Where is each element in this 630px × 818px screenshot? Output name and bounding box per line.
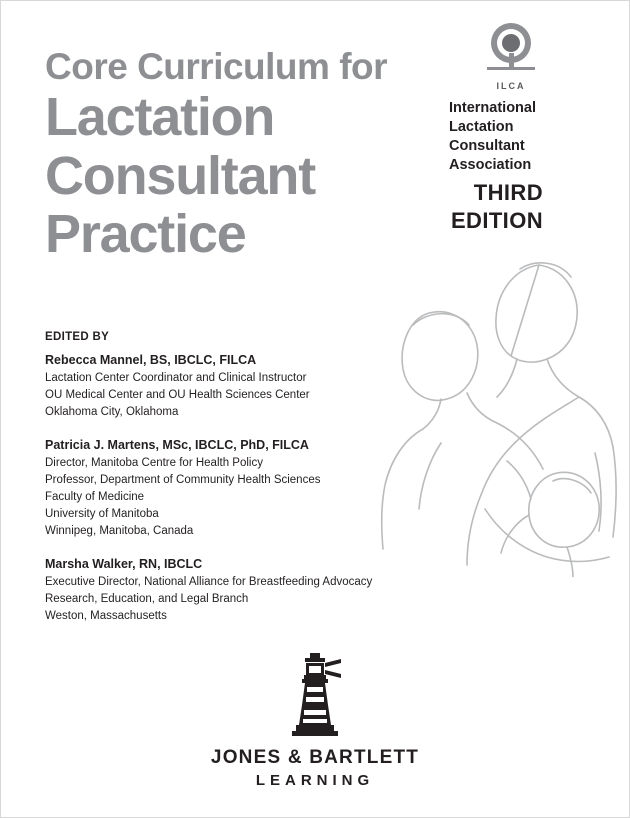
editor-affiliation: Oklahoma City, Oklahoma	[45, 406, 179, 419]
editor-affiliation: University of Manitoba	[45, 508, 159, 521]
ilca-name-line-3: Consultant	[449, 138, 525, 155]
edition-label	[451, 179, 543, 234]
ilca-acronym: ILCA	[496, 81, 526, 91]
editor-name: Patricia J. Martens, MSc, IBCLC, PhD, FILCA	[45, 438, 309, 453]
page-title	[45, 47, 445, 263]
ilca-name-line-4: Association	[449, 157, 532, 174]
ilca-logo	[421, 23, 601, 176]
editor-affiliation: Research, Education, and Legal Branch	[45, 593, 249, 606]
editor-affiliation: OU Medical Center and OU Health Sciences Center	[45, 389, 310, 402]
lighthouse-icon	[280, 653, 350, 739]
editor-affiliation: Executive Director, National Alliance for Breastfeeding Advocacy	[45, 576, 373, 589]
ilca-mark-icon	[484, 23, 538, 79]
editors-block	[45, 331, 385, 642]
edition-line-2: EDITION	[450, 207, 543, 233]
publisher-name: JONES & BARTLETT	[210, 747, 420, 768]
title-line-3: Consultant	[45, 145, 315, 206]
editor-affiliation: Winnipeg, Manitoba, Canada	[45, 525, 194, 538]
title-line-1: Core Curriculum for	[45, 46, 388, 87]
publisher-tagline: LEARNING	[255, 772, 375, 789]
editor-entry	[45, 557, 385, 625]
ilca-name-line-1: International	[449, 100, 537, 116]
editor-entry	[45, 438, 385, 540]
title-line-2: Lactation	[45, 87, 275, 148]
editor-affiliation: Weston, Massachusetts	[45, 610, 167, 623]
editor-affiliation: Faculty of Medicine	[45, 491, 145, 504]
edited-by-label: EDITED BY	[45, 331, 110, 343]
editor-name: Marsha Walker, RN, IBCLC	[45, 557, 203, 572]
publisher-block	[1, 653, 629, 789]
editor-entry	[45, 353, 385, 421]
title-line-4: Practice	[45, 203, 246, 264]
edition-line-1: THIRD	[473, 180, 543, 205]
editor-name: Rebecca Mannel, BS, IBCLC, FILCA	[45, 353, 257, 367]
editor-affiliation: Professor, Department of Community Health Sciences	[45, 474, 321, 487]
ilca-name-line-2: Lactation	[449, 119, 514, 136]
editor-affiliation: Lactation Center Coordinator and Clinical Instructor	[45, 372, 307, 384]
editor-affiliation: Director, Manitoba Centre for Health Policy	[45, 457, 263, 470]
ilca-name	[449, 99, 601, 176]
